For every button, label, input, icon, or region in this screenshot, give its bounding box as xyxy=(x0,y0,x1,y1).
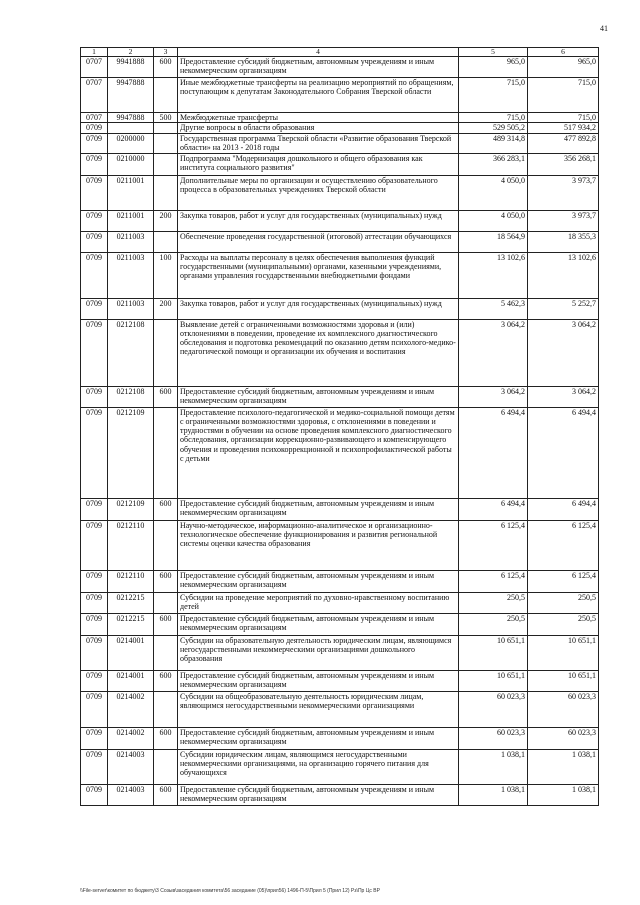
cell-vr: 600 xyxy=(154,727,178,749)
col-header: 1 xyxy=(81,48,108,57)
cell-v1: 1 038,1 xyxy=(459,749,528,784)
cell-v2: 10 651,1 xyxy=(528,635,599,670)
cell-csr: 0214001 xyxy=(108,670,154,691)
cell-sec: 0709 xyxy=(81,386,108,407)
cell-v1: 6 494,4 xyxy=(459,407,528,498)
cell-v2: 517 934,2 xyxy=(528,123,599,133)
table-row xyxy=(81,670,599,691)
cell-sec: 0709 xyxy=(81,498,108,520)
cell-csr: 0214003 xyxy=(108,749,154,784)
cell-name: Субсидии на общеобразовательную деятельность юридическим лицам, являющимся негосударственными некоммерческими организациями xyxy=(178,691,459,727)
cell-name: Предоставление субсидий бюджетным, автономным учреждениям и иным некоммерческим организациям xyxy=(178,57,459,78)
page-number: 41 xyxy=(600,24,608,33)
cell-vr: 600 xyxy=(154,613,178,635)
cell-sec: 0707 xyxy=(81,57,108,78)
cell-v1: 60 023,3 xyxy=(459,727,528,749)
header-row xyxy=(81,48,599,57)
cell-vr xyxy=(154,133,178,153)
cell-v2: 3 064,2 xyxy=(528,319,599,386)
table-row xyxy=(81,691,599,727)
cell-vr: 600 xyxy=(154,670,178,691)
cell-vr xyxy=(154,407,178,498)
cell-name: Подпрограмма "Модернизация дошкольного и общего образования как института социального развития" xyxy=(178,153,459,175)
cell-v2: 6 494,4 xyxy=(528,407,599,498)
cell-sec: 0709 xyxy=(81,613,108,635)
footer-path: \\File-server\комитет по бюджету\3 Созыв\заседания комитета\56 заседание (05)\прил56) 1496-П-5\Прил 5 (Прил 12) Рз\Пр Цс ВР xyxy=(80,888,380,894)
table-row xyxy=(81,175,599,210)
cell-csr: 0214001 xyxy=(108,635,154,670)
table-row xyxy=(81,784,599,805)
cell-name: Обеспечение проведения государственной (итоговой) аттестации обучающихся xyxy=(178,231,459,252)
table-row xyxy=(81,635,599,670)
cell-csr: 0211001 xyxy=(108,210,154,231)
cell-vr: 600 xyxy=(154,784,178,805)
cell-sec: 0709 xyxy=(81,670,108,691)
cell-name: Предоставление субсидий бюджетным, автономным учреждениям и иным некоммерческим организациям xyxy=(178,386,459,407)
cell-v1: 965,0 xyxy=(459,57,528,78)
cell-vr: 200 xyxy=(154,210,178,231)
cell-vr xyxy=(154,319,178,386)
cell-v1: 18 564,9 xyxy=(459,231,528,252)
cell-sec: 0707 xyxy=(81,113,108,123)
cell-v1: 3 064,2 xyxy=(459,386,528,407)
cell-name: Выявление детей с ограниченными возможностями здоровья и (или) отклонениями в поведении, проведение их комплексного диагностического обследования и подготовка рекомендаций по оказанию детям психолого-медико-педагогической помощи и организации их обучения и воспитания xyxy=(178,319,459,386)
cell-name: Закупка товаров, работ и услуг для государственных (муниципальных) нужд xyxy=(178,210,459,231)
cell-sec: 0709 xyxy=(81,123,108,133)
cell-name: Другие вопросы в области образования xyxy=(178,123,459,133)
table-row xyxy=(81,319,599,386)
cell-name: Расходы на выплаты персоналу в целях обеспечения выполнения функций государственными (муниципальными) органами, казенными учреждениями, органами управления государственными внебюджетными фондами xyxy=(178,252,459,298)
cell-vr: 600 xyxy=(154,570,178,592)
cell-v2: 1 038,1 xyxy=(528,784,599,805)
cell-v2: 356 268,1 xyxy=(528,153,599,175)
table-row xyxy=(81,231,599,252)
table-row xyxy=(81,78,599,113)
cell-vr xyxy=(154,78,178,113)
table-row xyxy=(81,210,599,231)
cell-sec: 0709 xyxy=(81,175,108,210)
table-row xyxy=(81,407,599,498)
cell-sec: 0709 xyxy=(81,727,108,749)
cell-sec: 0709 xyxy=(81,784,108,805)
table-row xyxy=(81,613,599,635)
cell-vr xyxy=(154,175,178,210)
table-row xyxy=(81,498,599,520)
cell-csr: 0212110 xyxy=(108,570,154,592)
cell-name: Предоставление субсидий бюджетным, автономным учреждениям и иным некоммерческим организациям xyxy=(178,613,459,635)
cell-v1: 10 651,1 xyxy=(459,670,528,691)
table-row xyxy=(81,298,599,319)
cell-sec: 0709 xyxy=(81,298,108,319)
cell-vr xyxy=(154,520,178,570)
cell-v2: 13 102,6 xyxy=(528,252,599,298)
cell-vr xyxy=(154,231,178,252)
table-row xyxy=(81,386,599,407)
cell-sec: 0709 xyxy=(81,319,108,386)
cell-v2: 965,0 xyxy=(528,57,599,78)
cell-csr: 0212108 xyxy=(108,319,154,386)
cell-csr: 0214002 xyxy=(108,727,154,749)
cell-name: Субсидии на образовательную деятельность юридическим лицам, являющимся негосударственными некоммерческими организациями дошкольного образования xyxy=(178,635,459,670)
cell-name: Межбюджетные трансферты xyxy=(178,113,459,123)
table-row xyxy=(81,252,599,298)
cell-vr: 100 xyxy=(154,252,178,298)
table-row xyxy=(81,113,599,123)
cell-v1: 13 102,6 xyxy=(459,252,528,298)
cell-sec: 0709 xyxy=(81,691,108,727)
cell-v1: 366 283,1 xyxy=(459,153,528,175)
cell-v1: 4 050,0 xyxy=(459,210,528,231)
col-header: 6 xyxy=(528,48,599,57)
cell-vr xyxy=(154,691,178,727)
cell-csr: 0214003 xyxy=(108,784,154,805)
table-row xyxy=(81,749,599,784)
cell-vr xyxy=(154,749,178,784)
col-header: 2 xyxy=(108,48,154,57)
col-header: 3 xyxy=(154,48,178,57)
cell-v2: 250,5 xyxy=(528,613,599,635)
cell-name: Субсидии на проведение мероприятий по духовно-нравственному воспитанию детей xyxy=(178,592,459,613)
cell-v2: 3 973,7 xyxy=(528,175,599,210)
cell-name: Предоставление психолого-педагогической и медико-социальной помощи детям с ограниченными возможностями здоровья, с отклонениями в поведении и трудностями в обучении на основе проведения комплексного диагностического обследования, организации коррекционно-развивающего и компенсирующего обучения и проведения психокоррекционной и психопрофилактической работы с детьми xyxy=(178,407,459,498)
cell-sec: 0709 xyxy=(81,407,108,498)
cell-v1: 6 125,4 xyxy=(459,520,528,570)
cell-sec: 0709 xyxy=(81,520,108,570)
cell-name: Предоставление субсидий бюджетным, автономным учреждениям и иным некоммерческим организациям xyxy=(178,670,459,691)
cell-v1: 6 494,4 xyxy=(459,498,528,520)
cell-v2: 6 494,4 xyxy=(528,498,599,520)
cell-vr xyxy=(154,123,178,133)
col-header: 4 xyxy=(178,48,459,57)
cell-v2: 5 252,7 xyxy=(528,298,599,319)
cell-csr: 0211003 xyxy=(108,252,154,298)
col-header: 5 xyxy=(459,48,528,57)
cell-sec: 0709 xyxy=(81,133,108,153)
cell-csr: 9941888 xyxy=(108,57,154,78)
cell-v2: 6 125,4 xyxy=(528,570,599,592)
cell-sec: 0707 xyxy=(81,78,108,113)
cell-csr xyxy=(108,123,154,133)
cell-vr: 600 xyxy=(154,498,178,520)
table-row xyxy=(81,592,599,613)
cell-name: Субсидии юридическим лицам, являющимся негосударственными некоммерческими организациями, на организацию горячего питания для обучающихся xyxy=(178,749,459,784)
cell-v2: 60 023,3 xyxy=(528,691,599,727)
cell-v2: 1 038,1 xyxy=(528,749,599,784)
cell-vr xyxy=(154,592,178,613)
cell-v1: 5 462,3 xyxy=(459,298,528,319)
budget-table xyxy=(80,47,599,806)
cell-csr: 0212108 xyxy=(108,386,154,407)
table-row xyxy=(81,123,599,133)
cell-vr: 500 xyxy=(154,113,178,123)
table-row xyxy=(81,133,599,153)
cell-csr: 0212109 xyxy=(108,407,154,498)
cell-v1: 3 064,2 xyxy=(459,319,528,386)
cell-csr: 0214002 xyxy=(108,691,154,727)
cell-name: Дополнительные меры по организации и осуществлению образовательного процесса в образовательных учреждениях Тверской области xyxy=(178,175,459,210)
cell-name: Предоставление субсидий бюджетным, автономным учреждениям и иным некоммерческим организациям xyxy=(178,570,459,592)
cell-v1: 250,5 xyxy=(459,592,528,613)
cell-sec: 0709 xyxy=(81,570,108,592)
cell-csr: 0212109 xyxy=(108,498,154,520)
cell-sec: 0709 xyxy=(81,210,108,231)
cell-sec: 0709 xyxy=(81,252,108,298)
cell-sec: 0709 xyxy=(81,153,108,175)
cell-v2: 3 973,7 xyxy=(528,210,599,231)
cell-csr: 0210000 xyxy=(108,153,154,175)
cell-vr: 200 xyxy=(154,298,178,319)
cell-csr: 0212110 xyxy=(108,520,154,570)
cell-v2: 18 355,3 xyxy=(528,231,599,252)
cell-v1: 529 505,2 xyxy=(459,123,528,133)
cell-v1: 250,5 xyxy=(459,613,528,635)
cell-csr: 0212215 xyxy=(108,613,154,635)
cell-csr: 9947888 xyxy=(108,78,154,113)
cell-name: Государственная программа Тверской области «Развитие образования Тверской области» на 2013 - 2018 годы xyxy=(178,133,459,153)
cell-name: Закупка товаров, работ и услуг для государственных (муниципальных) нужд xyxy=(178,298,459,319)
cell-name: Научно-методическое, информационно-аналитическое и организационно-технологическое обеспечение функционирования и развития региональной системы оценки качества образования xyxy=(178,520,459,570)
cell-csr: 0212215 xyxy=(108,592,154,613)
cell-sec: 0709 xyxy=(81,749,108,784)
cell-name: Предоставление субсидий бюджетным, автономным учреждениям и иным некоммерческим организациям xyxy=(178,498,459,520)
cell-v2: 715,0 xyxy=(528,78,599,113)
cell-vr: 600 xyxy=(154,386,178,407)
cell-vr xyxy=(154,153,178,175)
table-body xyxy=(81,57,599,806)
cell-v1: 715,0 xyxy=(459,78,528,113)
cell-name: Предоставление субсидий бюджетным, автономным учреждениям и иным некоммерческим организациям xyxy=(178,784,459,805)
cell-csr: 0211003 xyxy=(108,231,154,252)
cell-v2: 6 125,4 xyxy=(528,520,599,570)
cell-v1: 4 050,0 xyxy=(459,175,528,210)
cell-vr: 600 xyxy=(154,57,178,78)
cell-v1: 715,0 xyxy=(459,113,528,123)
cell-v1: 60 023,3 xyxy=(459,691,528,727)
table-row xyxy=(81,570,599,592)
cell-v2: 715,0 xyxy=(528,113,599,123)
table-row xyxy=(81,57,599,78)
cell-v1: 6 125,4 xyxy=(459,570,528,592)
table-row xyxy=(81,153,599,175)
cell-sec: 0709 xyxy=(81,635,108,670)
cell-name: Иные межбюджетные трансферты на реализацию мероприятий по обращениям, поступающим к депутатам Законодательного Собрания Тверской области xyxy=(178,78,459,113)
cell-v2: 60 023,3 xyxy=(528,727,599,749)
table-row xyxy=(81,727,599,749)
cell-v1: 10 651,1 xyxy=(459,635,528,670)
cell-v2: 477 892,8 xyxy=(528,133,599,153)
cell-csr: 0211003 xyxy=(108,298,154,319)
cell-vr xyxy=(154,635,178,670)
cell-v2: 3 064,2 xyxy=(528,386,599,407)
cell-v2: 250,5 xyxy=(528,592,599,613)
table-row xyxy=(81,520,599,570)
cell-sec: 0709 xyxy=(81,592,108,613)
cell-csr: 9947888 xyxy=(108,113,154,123)
cell-name: Предоставление субсидий бюджетным, автономным учреждениям и иным некоммерческим организациям xyxy=(178,727,459,749)
cell-v2: 10 651,1 xyxy=(528,670,599,691)
cell-csr: 0200000 xyxy=(108,133,154,153)
cell-v1: 1 038,1 xyxy=(459,784,528,805)
cell-csr: 0211001 xyxy=(108,175,154,210)
cell-v1: 489 314,8 xyxy=(459,133,528,153)
cell-sec: 0709 xyxy=(81,231,108,252)
